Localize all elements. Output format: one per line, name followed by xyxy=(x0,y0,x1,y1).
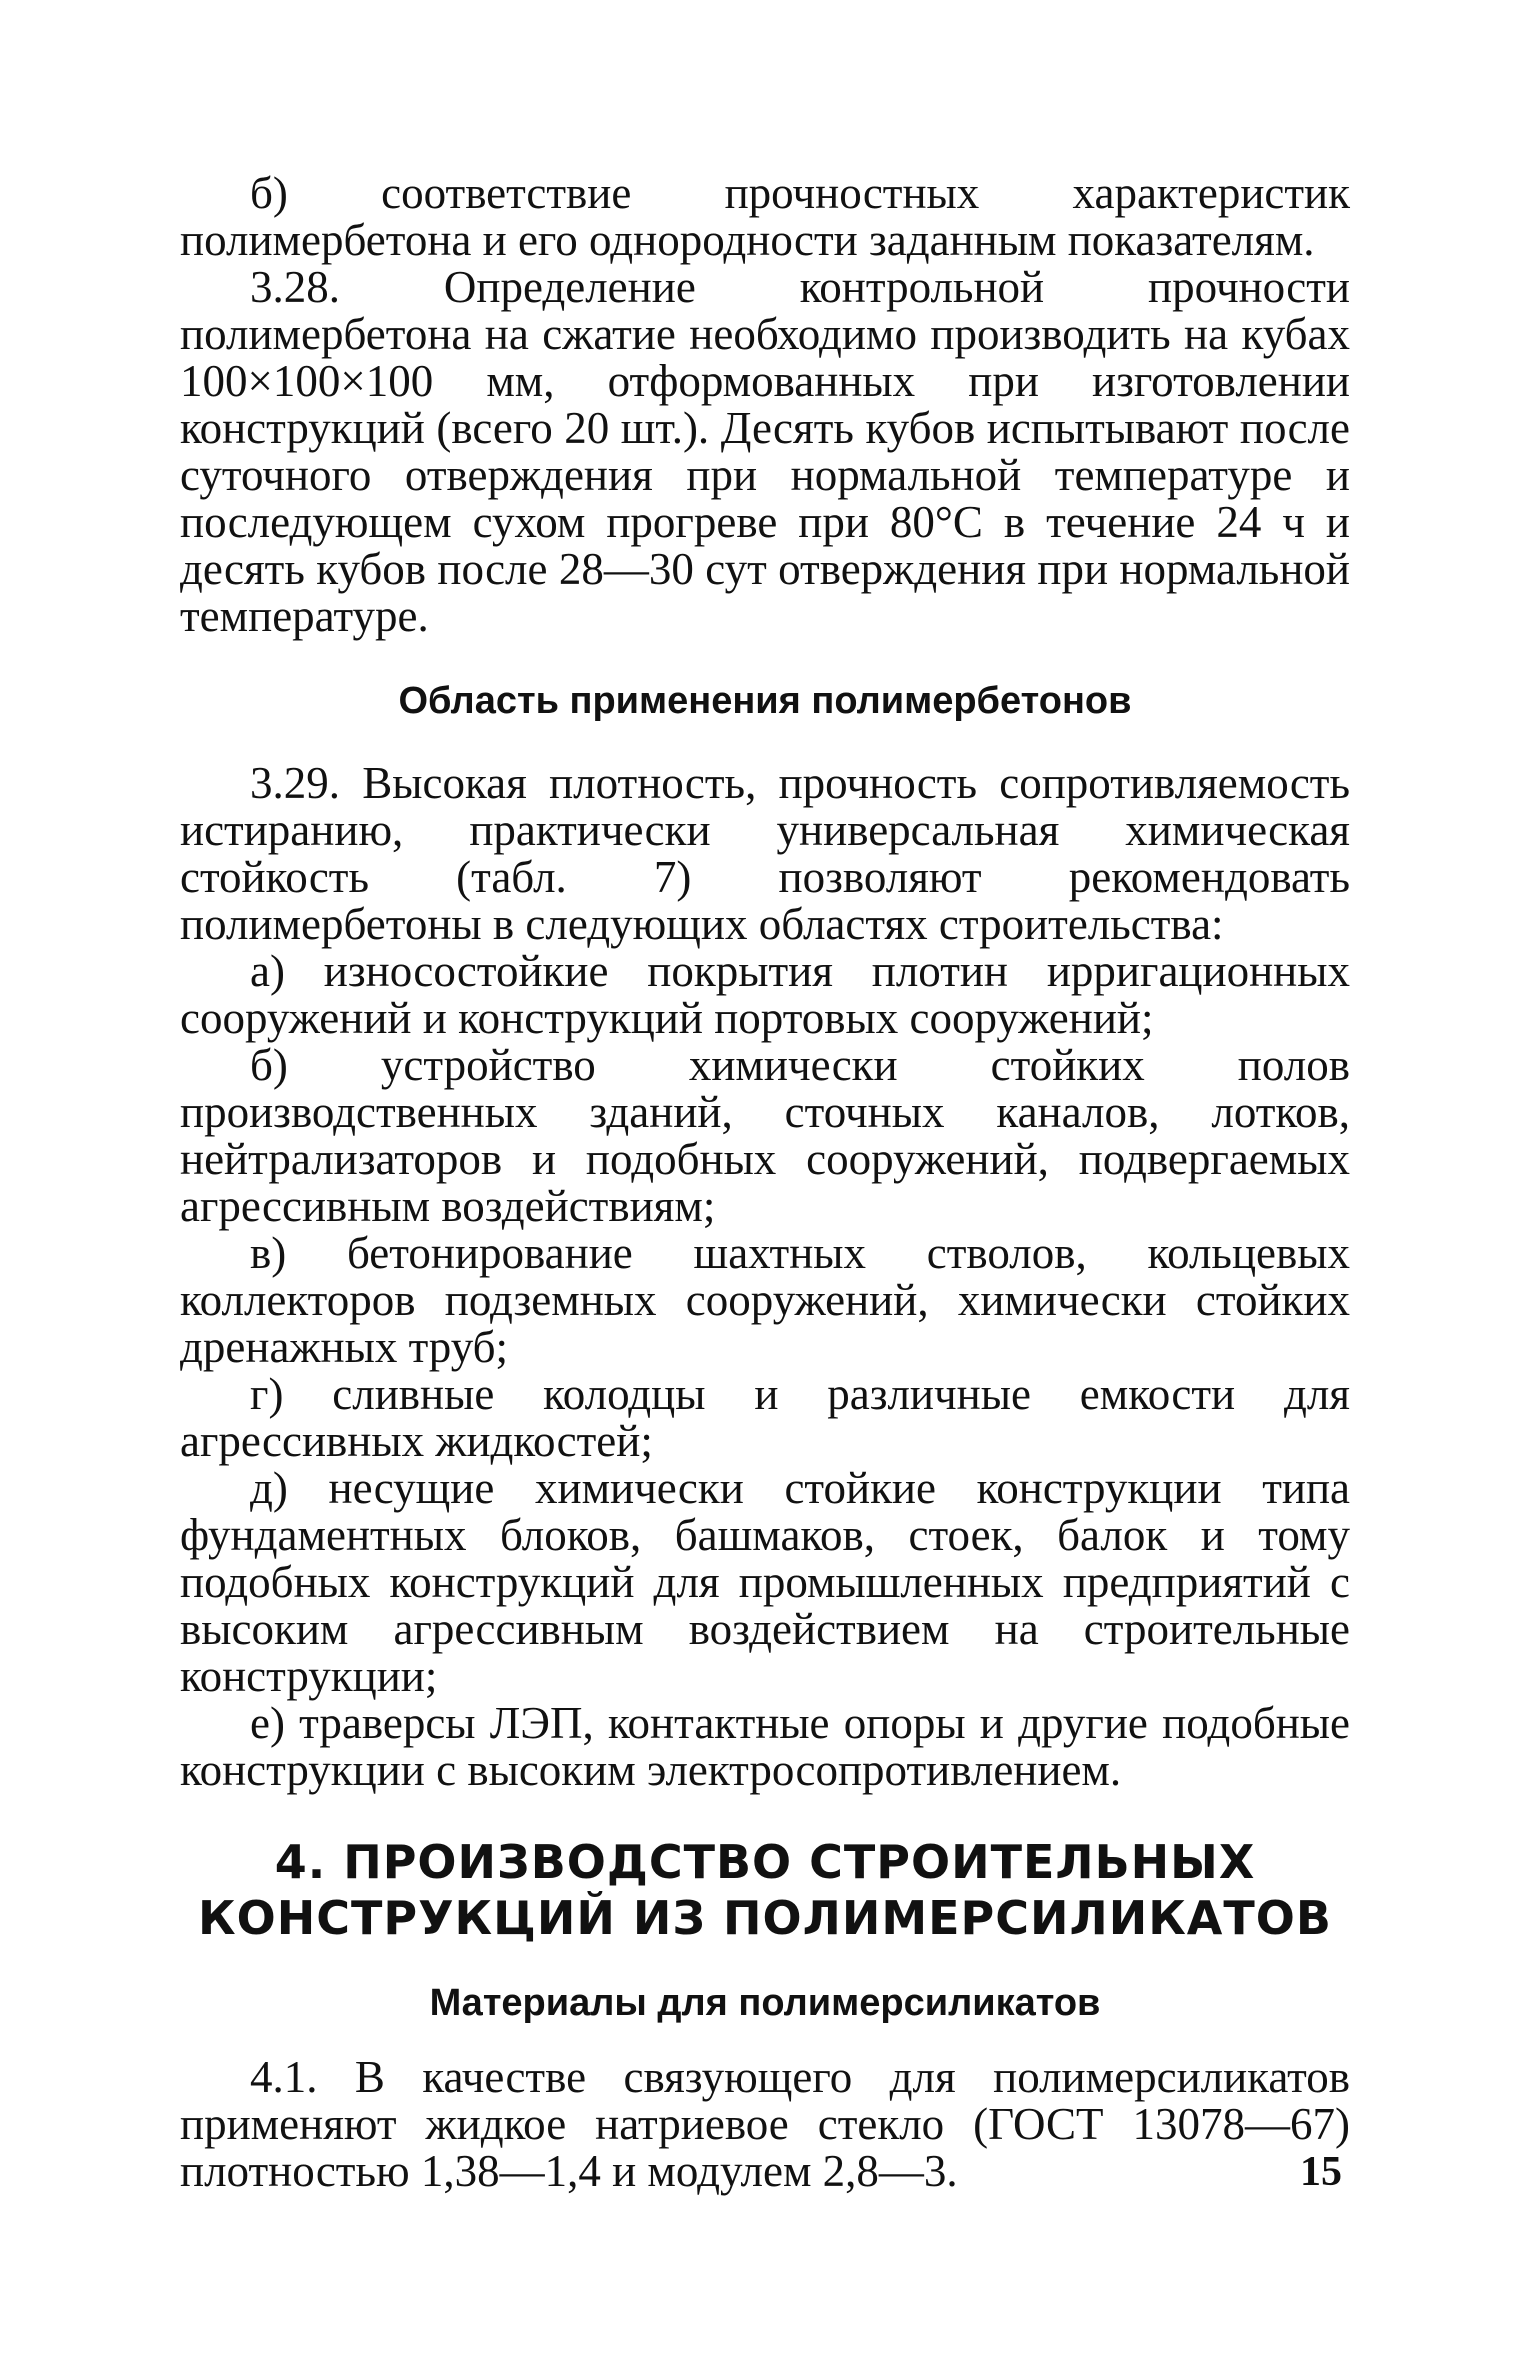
section-heading-application: Область применения полимербетонов xyxy=(398,680,1132,722)
paragraph-3-28: 3.28. Определение контрольной прочности полимербетона на сжатие необходимо производить на кубах 100×100×100 мм, отформованных при изготовлении конструкций (всего 20 шт.). Десять кубов испытывают после суточного отверждения при нормальной температуре и последующем сухом прогреве при 80°С в течение 24 ч и десять кубов после 28—30 сут отверждения при нормальной температуре. xyxy=(180,262,1350,641)
page-number: 15 xyxy=(1300,2149,1342,2195)
list-item-a: а) износостойкие покрытия плотин ирригационных сооружений и конструкций портовых сооружений; xyxy=(180,946,1350,1043)
list-item-d: д) несущие химически стойкие конструкции типа фундаментных блоков, башмаков, стоек, балок и тому подобных конструкций для промышленных предприятий с высоким агрессивным воздействием на строительные конструкции; xyxy=(180,1463,1350,1701)
list-item-v: в) бетонирование шахтных стволов, кольцевых коллекторов подземных сооружений, химически стойких дренажных труб; xyxy=(180,1228,1350,1372)
paragraph-4-1: 4.1. В качестве связующего для полимерсиликатов применяют жидкое натриевое стекло (ГОСТ 13078—67) плотностью 1,38—1,4 и модулем 2,8—3. xyxy=(180,2052,1350,2196)
paragraph-3-29: 3.29. Высокая плотность, прочность сопротивляемость истиранию, практически универсальная химическая стойкость (табл. 7) позволяют рекомендовать полимербетоны в следующих областях строительства: xyxy=(180,758,1350,949)
chapter-heading-line-2: КОНСТРУКЦИЙ ИЗ ПОЛИМЕРСИЛИКАТОВ xyxy=(198,1891,1332,1945)
list-item-b: б) устройство химически стойких полов производственных зданий, сточных каналов, лотков, нейтрализаторов и подобных сооружений, подвергаемых агрессивным воздействиям; xyxy=(180,1040,1350,1231)
list-item-g: г) сливные колодцы и различные емкости для агрессивных жидкостей; xyxy=(180,1369,1350,1466)
list-item-e: е) траверсы ЛЭП, контактные опоры и другие подобные конструкции с высоким электросопротивлением. xyxy=(180,1698,1350,1795)
chapter-heading xyxy=(180,1834,1350,1946)
chapter-heading-line-1: 4. ПРОИЗВОДСТВО СТРОИТЕЛЬНЫХ xyxy=(274,1835,1256,1889)
section-heading-materials: Материалы для полимерсиликатов xyxy=(429,1982,1101,2024)
paragraph-b-conclusion: б) соответствие прочностных характеристик полимербетона и его однородности заданным показателям. xyxy=(180,168,1350,265)
document-page xyxy=(180,170,1350,2195)
